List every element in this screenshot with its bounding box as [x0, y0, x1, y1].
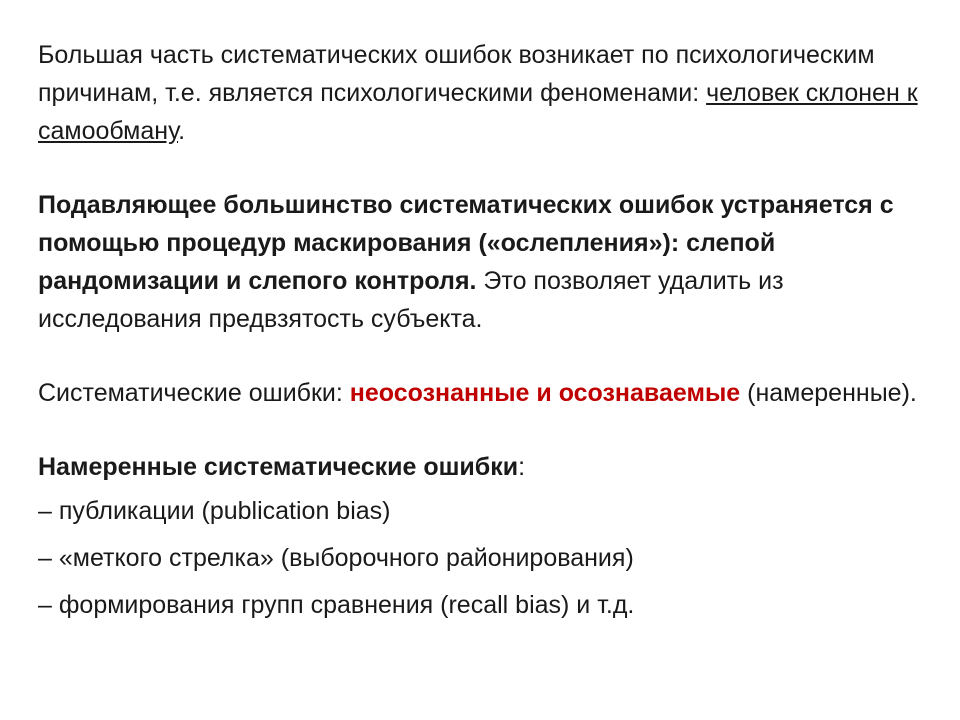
- error-types-label: Систематические ошибки:: [38, 379, 350, 407]
- blinding-bold-text: Подавляющее большинство систематических ошибок устраняется с помощью процедур маскирования («ослепления»): слепой рандомизации и слепого контроля.: [38, 191, 894, 295]
- intentional-errors-colon: :: [518, 453, 526, 481]
- paragraph-blinding: [38, 186, 918, 338]
- slide-content: [38, 36, 918, 633]
- paragraph-psychological-causes: [38, 36, 918, 150]
- paragraph-1-text: Большая часть систематических ошибок возникает по психологическим причинам, т.е. является психологическими феноменами:: [38, 41, 875, 107]
- list-item-sharpshooter: – «меткого стрелка» (выборочного районирования): [38, 544, 634, 572]
- intentional-errors-title: [38, 448, 918, 486]
- error-types-highlight: неосознанные и осознаваемые: [349, 379, 741, 407]
- paragraph-error-types: [38, 374, 918, 412]
- paragraph-1-end: .: [178, 117, 186, 145]
- intentional-errors-heading: Намеренные систематические ошибки: [38, 453, 519, 481]
- error-types-end: (намеренные).: [740, 379, 917, 407]
- list-item-publication-bias: – публикации (publication bias): [38, 497, 391, 525]
- list-item-recall-bias: – формирования групп сравнения (recall bias) и т.д.: [38, 591, 635, 619]
- blinding-normal-text: Это позволяет удалить из исследования предвзятость субъекта.: [38, 267, 784, 333]
- self-deception-phrase: человек склонен к самообману: [38, 79, 918, 145]
